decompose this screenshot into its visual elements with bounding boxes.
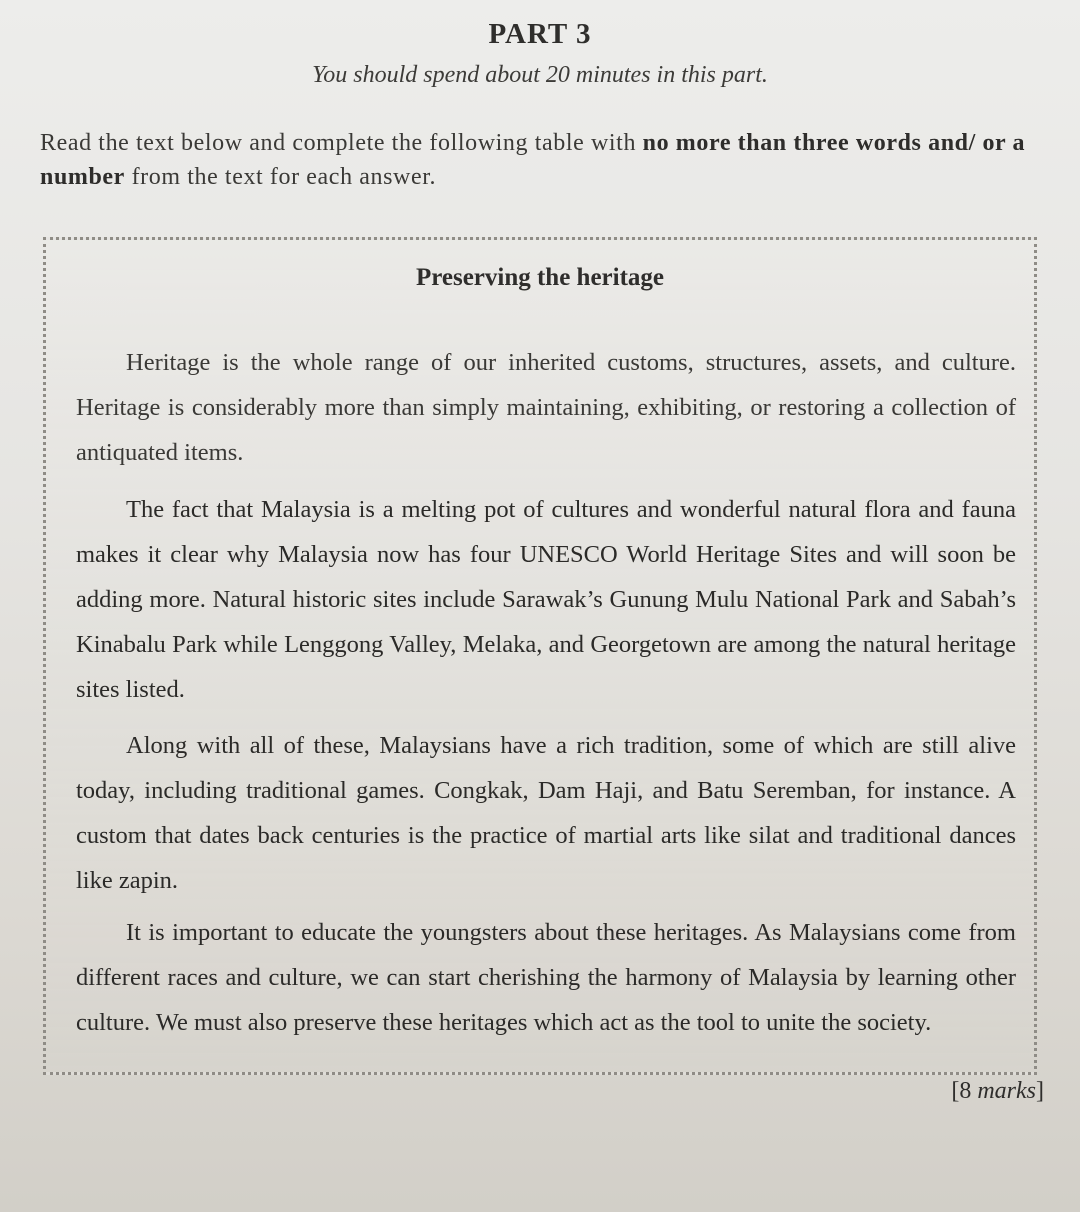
instructions-emphasis: no more than three words and/ or a number [40,130,1026,190]
passage-box [43,237,1037,1075]
passage-paragraph-3: Along with all of these, Malaysians have a rich tradition, some of which are still alive today, including traditional games. Congkak, Dam Haji, and Batu Seremban, for instance. A custom that dates back centuries is the practice of martial arts like silat and traditional dances like zapin. [76,731,1016,894]
passage-title: Preserving the heritage [415,264,665,291]
passage-paragraph-2: The fact that Malaysia is a melting pot of cultures and wonderful natural flora and fauna makes it clear why Malaysia now has four UNESCO World Heritage Sites and will soon be adding more. Natural historic sites include Sarawak’s Gunung Mulu National Park and Sabah’s Kinabalu Park while Lenggong Valley, Melaka, and Georgetown are among the natural heritage sites listed. [76,495,1016,703]
part-title: PART 3 [488,18,592,50]
marks-label: [8 marks] [951,1078,1044,1104]
instructions [40,126,1050,194]
instructions-tail: from the text for each answer. [131,164,437,190]
instructions-lead: Read the text below and complete the following table with [40,130,637,156]
time-note: You should spend about 20 minutes in this part. [312,62,768,88]
marks-word: marks [977,1078,1036,1104]
passage-paragraph-1: Heritage is the whole range of our inherited customs, structures, assets, and culture. Heritage is considerably more than simply maintaining, exhibiting, or restoring a collection of antiquated items. [76,348,1016,466]
passage-paragraph-4: It is important to educate the youngsters about these heritages. As Malaysians come from different races and culture, we can start cherishing the harmony of Malaysia by learning other culture. We must also preserve these heritages which act as the tool to unite the society. [76,918,1016,1036]
